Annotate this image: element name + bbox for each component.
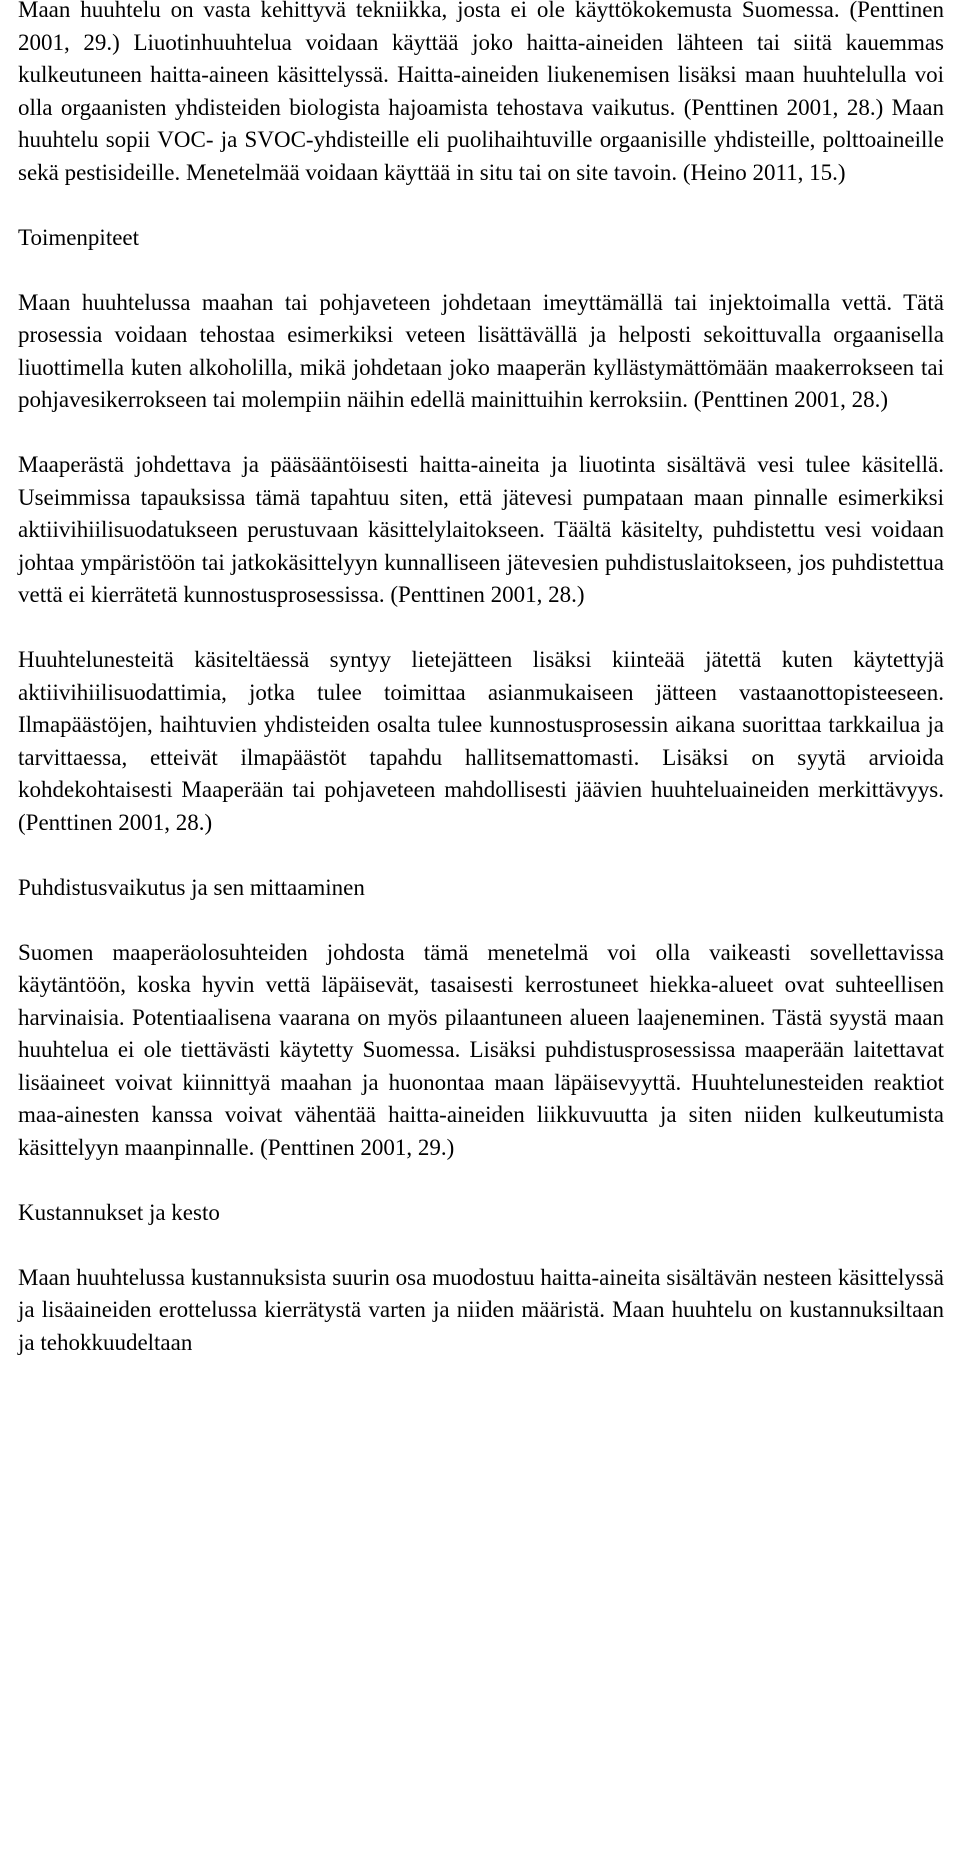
paragraph-toimenpiteet-3: Huuhtelunesteitä käsiteltäessä syntyy lietejätteen lisäksi kiinteää jätettä kuten käytettyjä aktiivihiilisuodattimia, jotka tulee toimittaa asianmukaiseen jätteen vastaanottopisteeseen. Ilmapäästöjen, haihtuvien yhdisteiden osalta tulee kunnostusprosessin aikana suorittaa tarkkailua ja tarvittaessa, etteivät ilmapäästöt tapahdu hallitsemattomasti. Lisäksi on syytä arvioida kohdekohtaisesti Maaperään tai pohjaveteen mahdollisesti jäävien huuhteluaineiden merkittävyys. (Penttinen 2001, 28.) [18,647,944,835]
heading-toimenpiteet: Toimenpiteet [18,224,140,250]
spacer [18,1229,944,1262]
paragraph-toimenpiteet-2: Maaperästä johdettava ja pääsääntöisesti haitta-aineita ja liuotinta sisältävä vesi tulee käsitellä. Useimmissa tapauksissa tämä tapahtuu siten, että jätevesi pumpataan maan pinnalle esimerkiksi aktiivihiilisuodatukseen perustuvaan käsittelylaitokseen. Täältä käsitelty, puhdistettu vesi voidaan johtaa ympäristöön tai jatkokäsittelyyn kunnalliseen jätevesien puhdistuslaitokseen, jos puhdistettua vettä ei kierrätetä kunnostusprosessissa. (Penttinen 2001, 28.) [18,452,944,607]
spacer [18,254,944,287]
paragraph-toimenpiteet-1: Maan huuhtelussa maahan tai pohjaveteen johdetaan imeyttämällä tai injektoimalla vettä. Tätä prosessia voidaan tehostaa esimerkiksi veteen lisättävällä ja helposti sekoittuvalla orgaanisella liuottimella kuten alkoholilla, mikä johdetaan joko maaperän kyllästymättömään maakerrokseen tai pohjavesikerrokseen tai molempiin näihin edellä mainittuihin kerroksiin. (Penttinen 2001, 28.) [18,289,944,412]
heading-puhdistusvaikutus: Puhdistusvaikutus ja sen mittaaminen [18,874,365,900]
spacer [18,417,944,450]
paragraph-intro: Maan huuhtelu on vasta kehittyvä tekniikka, josta ei ole käyttökokemusta Suomessa. (Penttinen 2001, 29.) Liuotinhuuhtelua voidaan käyttää joko haitta-aineiden lähteen tai siitä kauemmas kulkeutuneen haitta-aineen käsittelyssä. Haitta-aineiden liukenemisen lisäksi maan huuhtelulla voi olla orgaanisten yhdisteiden biologista hajoamista tehostava vaikutus. (Penttinen 2001, 28.) Maan huuhtelu sopii VOC- ja SVOC-yhdisteille eli puolihaihtuville orgaanisille yhdisteille, polttoaineille sekä pestisideille. Menetelmää voidaan käyttää in situ tai on site tavoin. (Heino 2011, 15.) [18,0,944,185]
spacer [18,904,944,937]
heading-kustannukset: Kustannukset ja kesto [18,1199,220,1225]
spacer [18,1164,944,1197]
paragraph-kustannukset: Maan huuhtelussa kustannuksista suurin osa muodostuu haitta-aineita sisältävän nesteen käsittelyssä ja lisäaineiden erottelussa kierrätystä varten ja niiden määristä. Maan huuhtelu on kustannuksiltaan ja tehokkuudeltaan [18,1264,944,1355]
spacer [18,612,944,645]
spacer [18,839,944,872]
spacer [18,189,944,222]
document-page [18,0,944,1359]
paragraph-puhdistusvaikutus: Suomen maaperäolosuhteiden johdosta tämä menetelmä voi olla vaikeasti sovellettavissa käytäntöön, koska hyvin vettä läpäisevät, tasaisesti kerrostuneet hiekka-alueet ovat suhteellisen harvinaisia. Potentiaalisena vaarana on myös pilaantuneen alueen laajeneminen. Tästä syystä maan huuhtelua ei ole tiettävästi käytetty Suomessa. Lisäksi puhdistusprosessissa maaperään laitettavat lisäaineet voivat kiinnittyä maahan ja huonontaa maan läpäisevyyttä. Huuhtelunesteiden reaktiot maa-ainesten kanssa voivat vähentää haitta-aineiden liikkuvuutta ja siten niiden kulkeutumista käsittelyyn maanpinnalle. (Penttinen 2001, 29.) [18,939,944,1160]
